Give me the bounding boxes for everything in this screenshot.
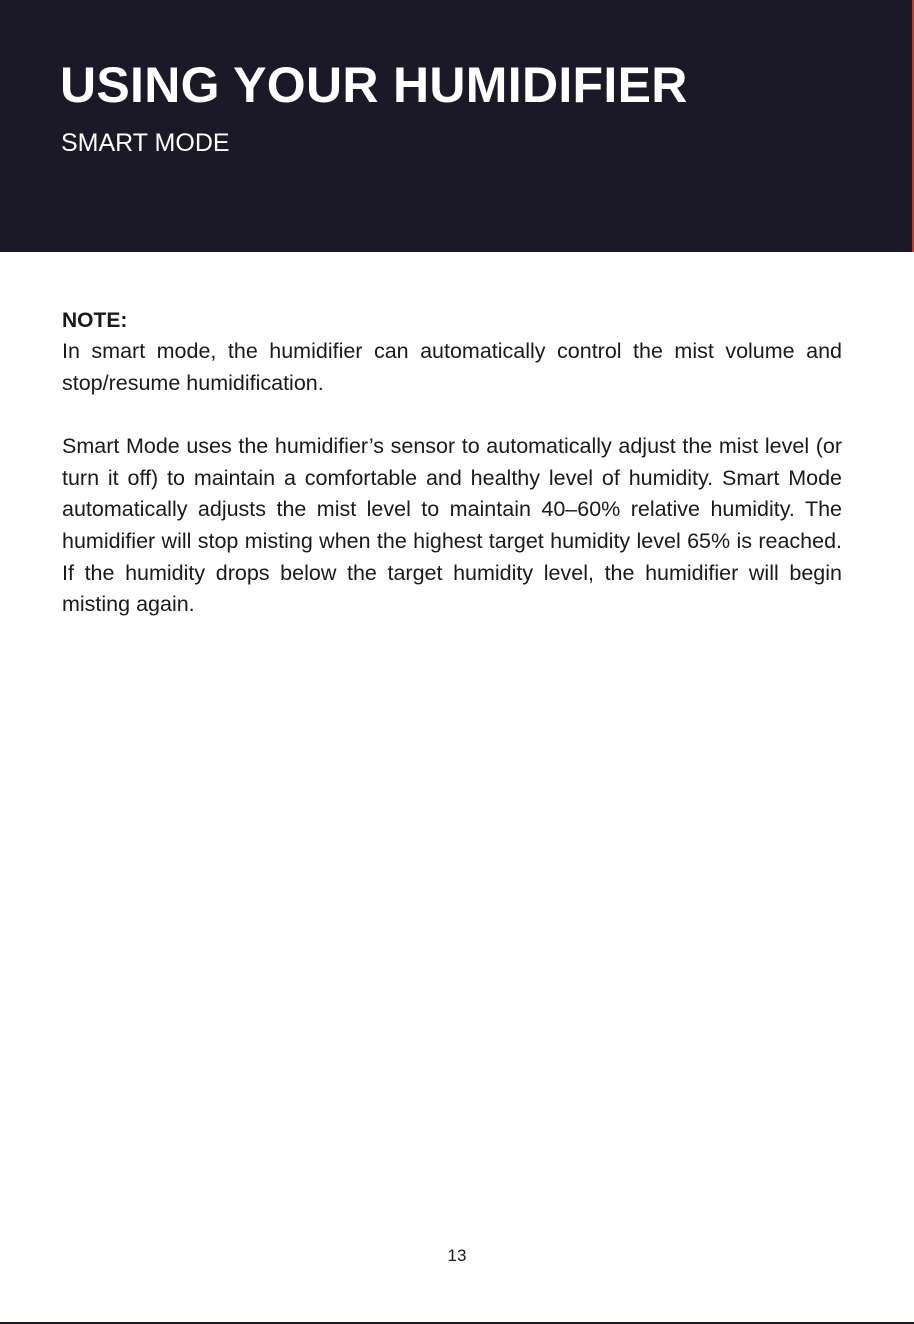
- note-section: [62, 306, 842, 399]
- note-text: In smart mode, the humidifier can automatically control the mist volume and stop/resume humidification.: [62, 339, 842, 395]
- page-header: [0, 0, 914, 252]
- main-content: [62, 306, 842, 621]
- page-title: USING YOUR HUMIDIFIER: [60, 57, 688, 113]
- note-heading: NOTE:: [62, 309, 128, 332]
- page-number: 13: [447, 1246, 467, 1265]
- page-subtitle: SMART MODE: [61, 129, 230, 157]
- body-paragraph: Smart Mode uses the humidifier’s sensor to automatically adjust the mist level (or turn it off) to maintain a comfortable and healthy level of humidity. Smart Mode automatically adjusts the mist level to maintain 40–60% relative humidity. The humidifier will stop misting when the highest target humidity level 65% is reached. If the humidity drops below the target humidity level, the humidifier will begin misting again.: [62, 434, 842, 617]
